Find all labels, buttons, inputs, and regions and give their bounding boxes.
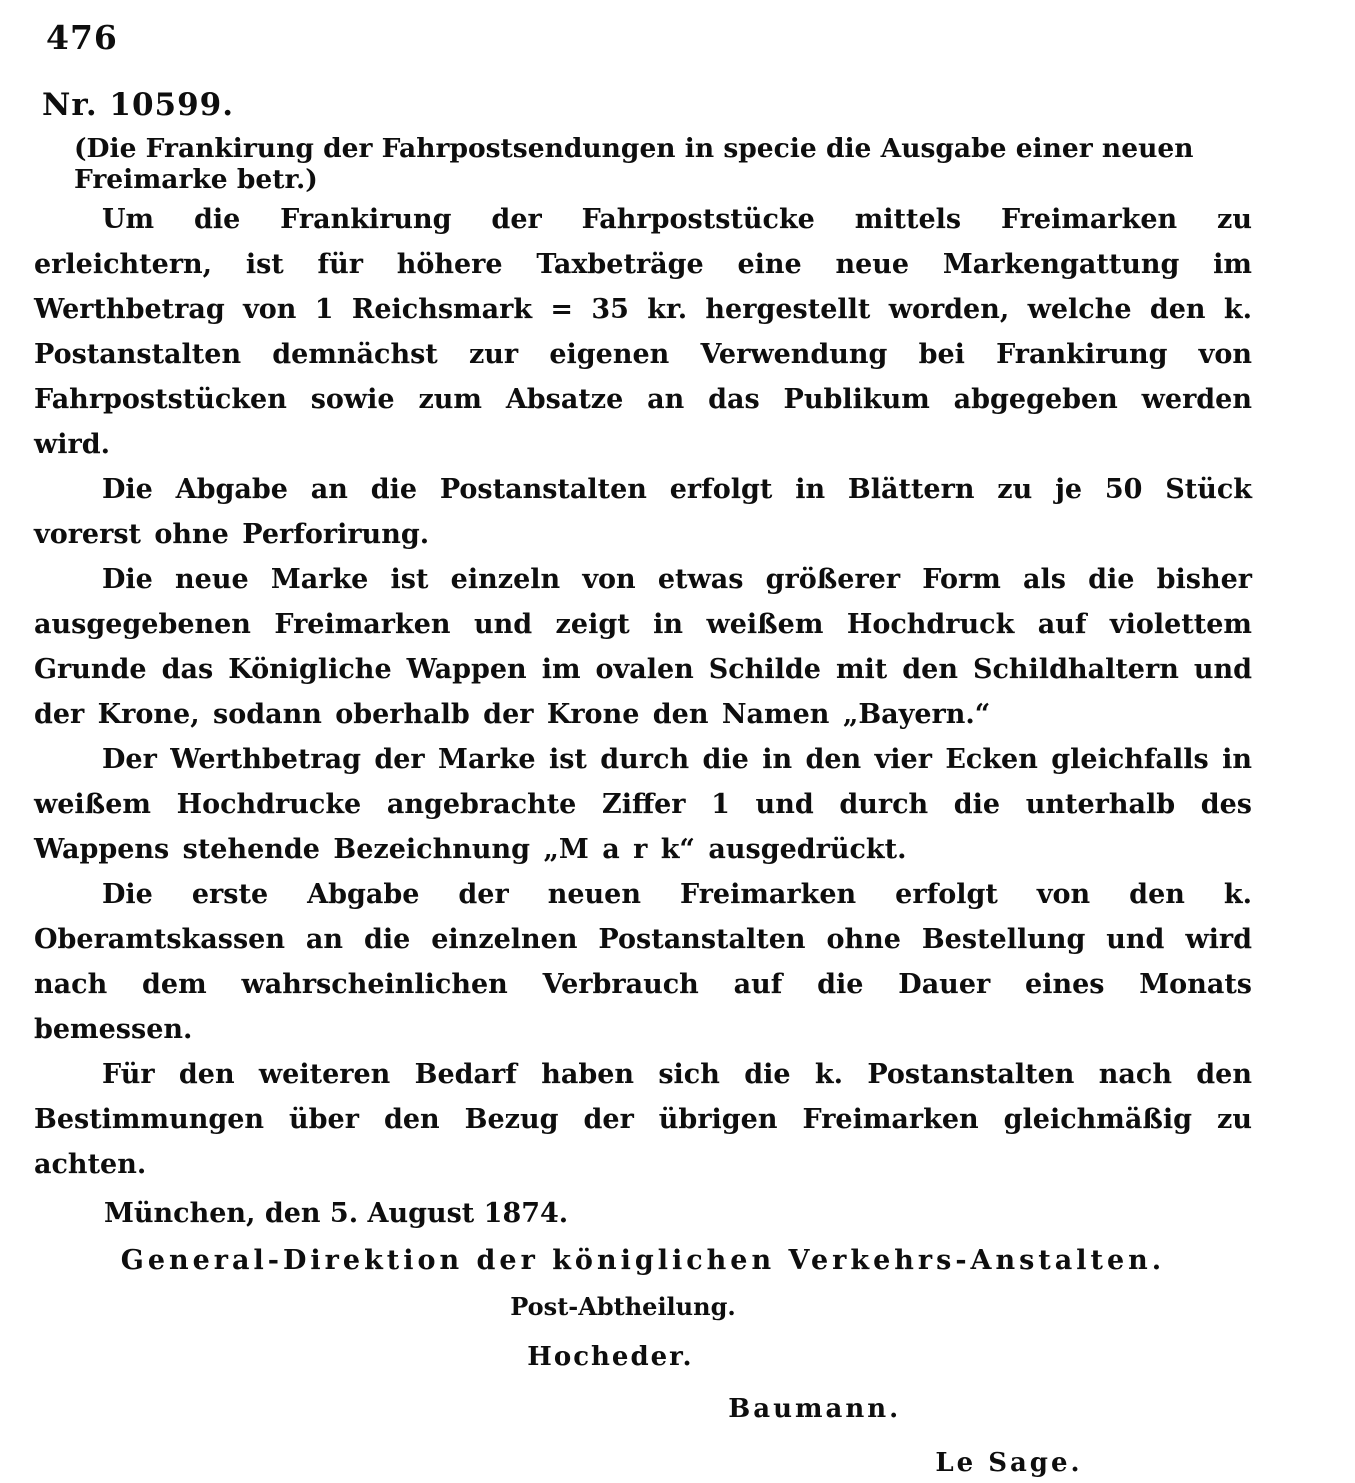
- page-number: 476: [46, 18, 118, 57]
- decree-body: [34, 197, 1252, 1187]
- paragraph-marke-beschreibung: Die neue Marke ist einzeln von etwas größerer Form als die bisher ausgegebenen Freimarken und zeigt in weißem Hochdruck auf violettem Grunde das Königliche Wappen im ovalen Schilde mit den Schildhaltern und der Krone, sodann oberhalb der Krone den Namen „Bayern.“: [34, 564, 1252, 730]
- signature-le-sage: Le Sage.: [935, 1448, 1083, 1478]
- paragraph-weiterer-bedarf: Für den weiteren Bedarf haben sich die k. Postanstalten nach den Bestimmungen über den Bezug der übrigen Freimarken gleichmäßig zu achten.: [34, 1059, 1252, 1180]
- decree-number: Nr. 10599.: [42, 87, 235, 123]
- document-content: [34, 10, 1252, 1483]
- signature-hocheder: Hocheder.: [527, 1342, 694, 1372]
- paragraph-frankirung-intro: Um die Frankirung der Fahrpoststücke mittels Freimarken zu erleichtern, ist für höhere Taxbeträge eine neue Markengattung im Werthbetrag von 1 Reichsmark = 35 kr. hergestellt worden, welche den k. Postanstalten demnächst zur eigenen Verwendung bei Frankirung von Fahrpoststücken sowie zum Absatze an das Publikum abgegeben werden wird.: [34, 204, 1252, 460]
- paragraph-erste-abgabe: Die erste Abgabe der neuen Freimarken erfolgt von den k. Oberamtskassen an die einzelnen Postanstalten ohne Bestellung und wird nach dem wahrscheinlichen Verbrauch auf die Dauer eines Monats bemessen.: [34, 879, 1252, 1045]
- subject-line: (Die Frankirung der Fahrpostsendungen in specie die Ausgabe einer neuen Freimarke betr.): [74, 133, 1194, 195]
- dateline: München, den 5. August 1874.: [104, 1198, 569, 1229]
- department-line: Post-Abtheilung.: [510, 1292, 736, 1321]
- paragraph-abgabe-blaetter: Die Abgabe an die Postanstalten erfolgt in Blättern zu je 50 Stück vorerst ohne Perforirung.: [34, 474, 1252, 550]
- signature-baumann: Baumann.: [728, 1394, 902, 1424]
- issuing-authority: General-Direktion der königlichen Verkehrs-Anstalten.: [120, 1245, 1166, 1276]
- paragraph-werthbetrag: Der Werthbetrag der Marke ist durch die in den vier Ecken gleichfalls in weißem Hochdrucke angebrachte Ziffer 1 und durch die unterhalb des Wappens stehende Bezeichnung „M a r k“ ausgedrückt.: [34, 744, 1253, 865]
